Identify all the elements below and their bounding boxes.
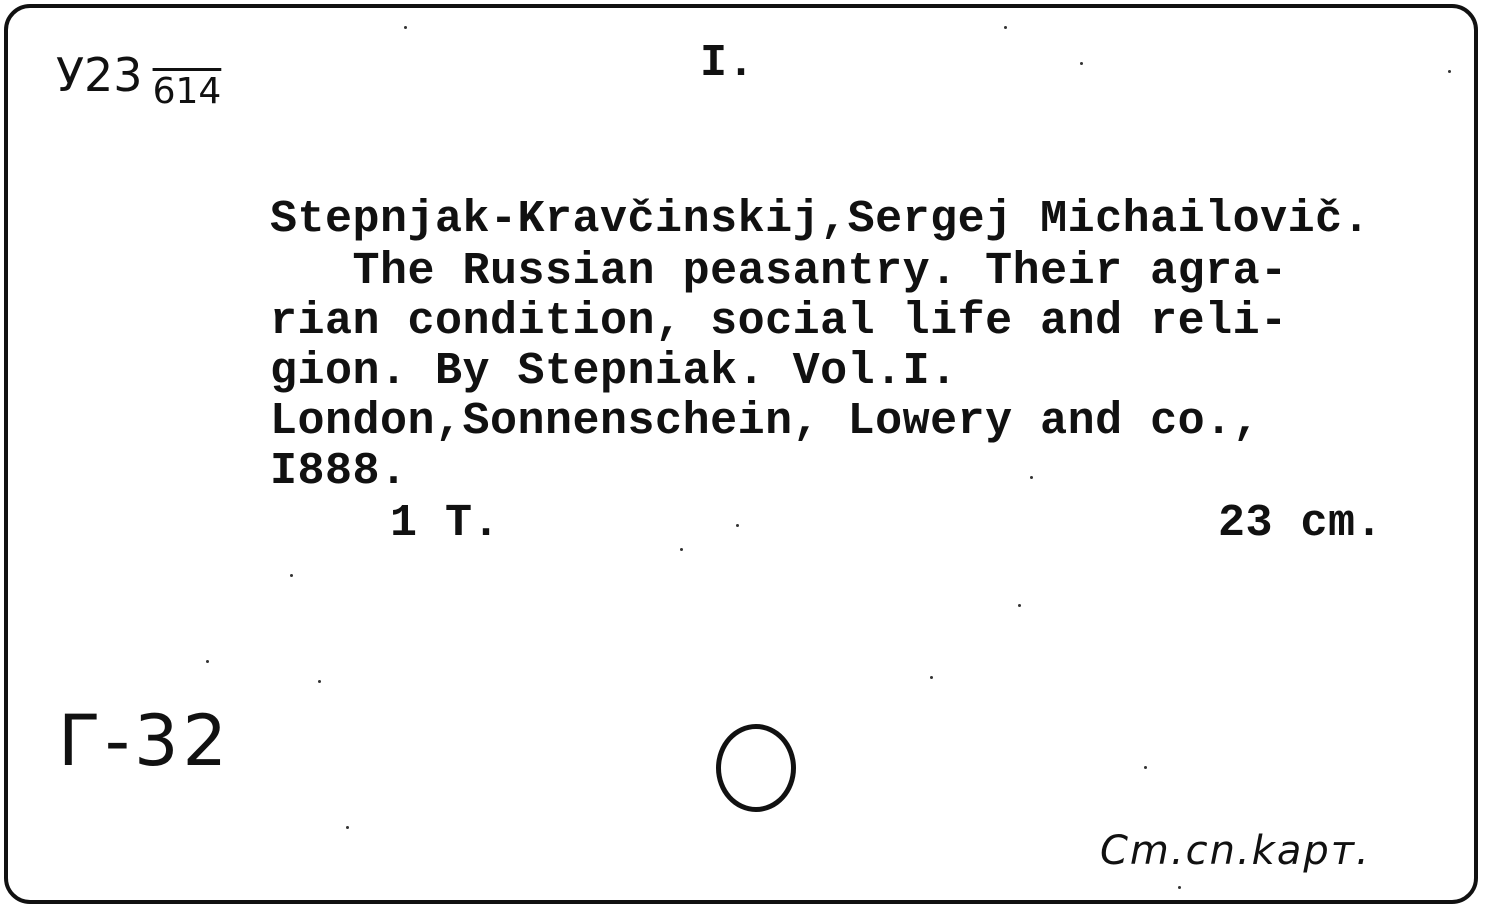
speck [346,826,349,829]
title-line-2: rian condition, social life and reli- [270,296,1288,347]
speck [1030,476,1033,479]
speck [404,26,407,29]
speck [1144,766,1147,769]
call-number [56,48,222,112]
speck [1018,604,1021,607]
speck [1004,26,1007,29]
speck [1448,70,1451,73]
volumes-count: 1 T. [390,498,501,549]
title-line-3: gion. By Stepniak. Vol.I. [270,346,958,397]
call-number-fraction: 614 [152,71,222,112]
speck [736,524,739,527]
speck [290,574,293,577]
cross-reference-note: Cm.cn.kapт. [1100,828,1371,874]
speck [1080,62,1083,65]
author-line: Stepnjak-Kravčinskij,Sergej Michailovič. [270,194,1371,245]
card-number: I. [700,38,756,89]
shelf-mark: Г-32 [58,700,232,782]
speck [318,680,321,683]
speck [1178,886,1181,889]
book-size: 23 cm. [1218,498,1384,549]
punch-hole-circle [716,724,796,812]
title-line-1: The Russian peasantry. Their agra- [270,246,1288,297]
call-number-main: У23 [56,48,143,102]
speck [206,660,209,663]
publisher-line: London,Sonnenschein, Lowery and co., [270,396,1261,447]
speck [680,548,683,551]
speck [930,676,933,679]
year-line: I888. [270,446,408,497]
